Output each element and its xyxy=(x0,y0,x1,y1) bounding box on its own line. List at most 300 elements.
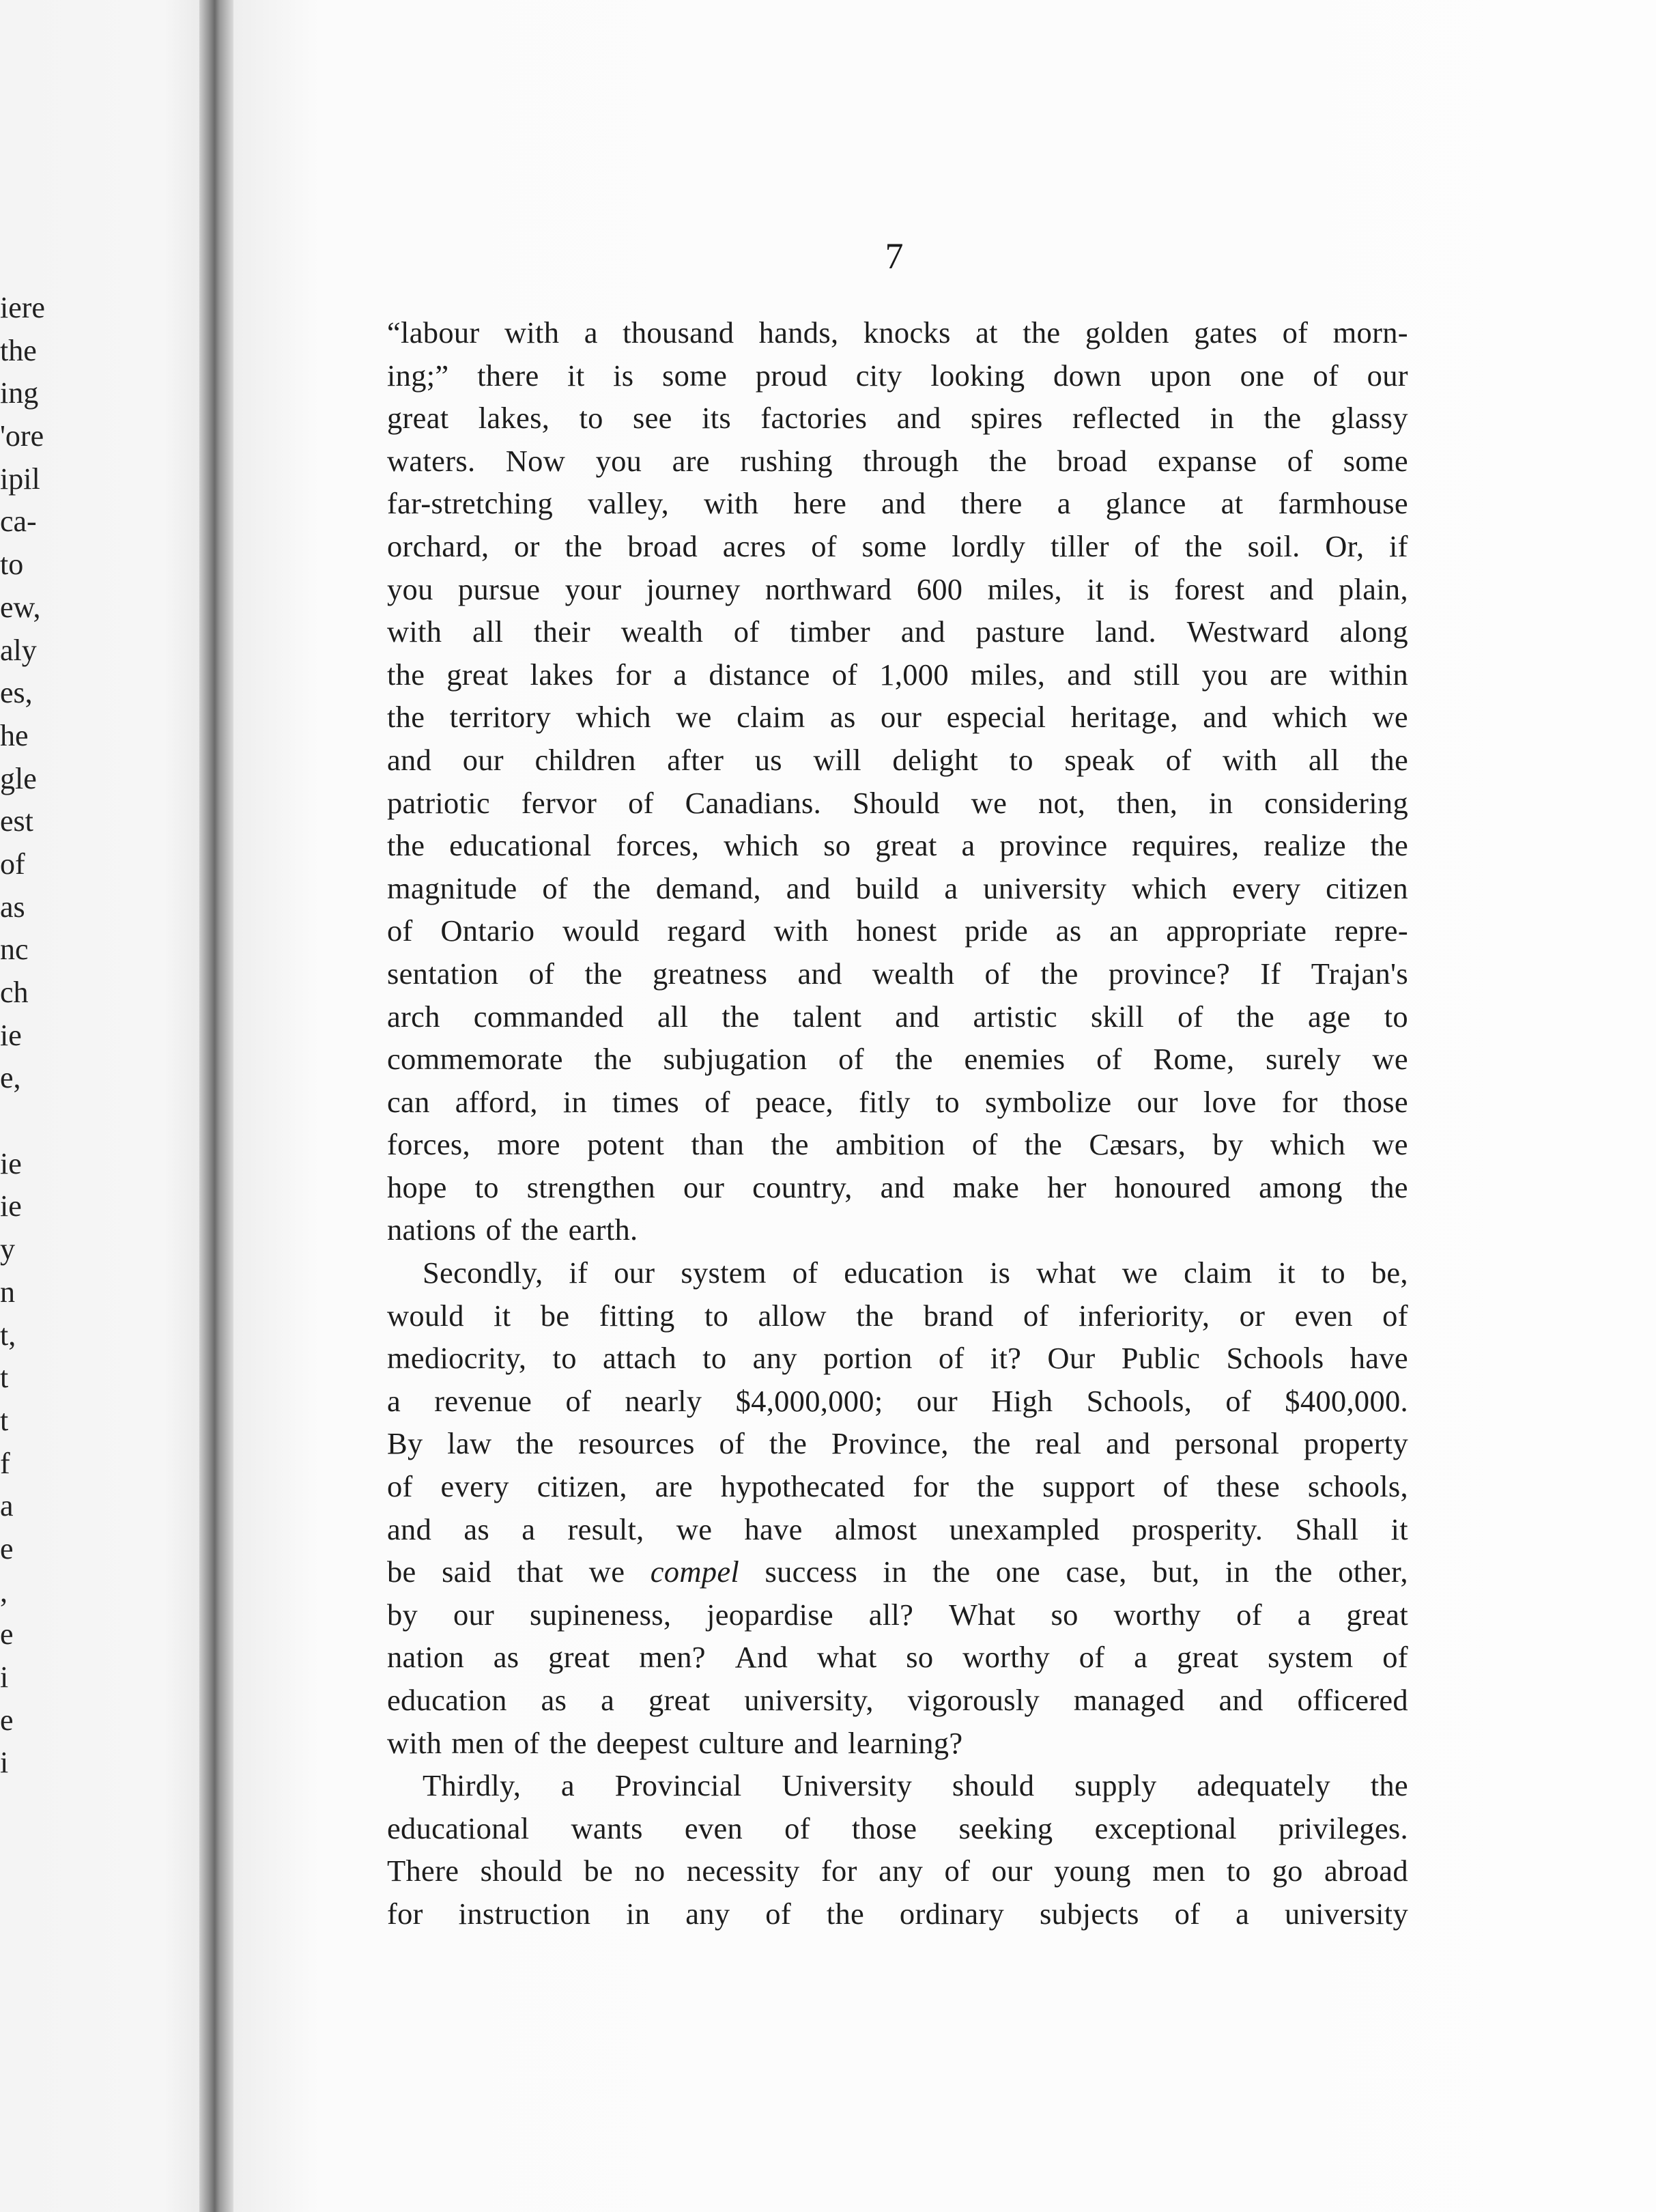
left-page-fragment: e xyxy=(0,1703,14,1737)
word: is xyxy=(613,358,634,393)
word: pursue xyxy=(457,571,541,606)
word: to xyxy=(1384,999,1408,1034)
word: so xyxy=(1051,1597,1079,1632)
word: Shall xyxy=(1295,1512,1359,1546)
word: which xyxy=(575,700,651,735)
word: for xyxy=(387,1896,423,1931)
word: by xyxy=(1212,1127,1244,1162)
word: Now xyxy=(505,443,566,478)
word: claim xyxy=(737,700,805,735)
word: broad xyxy=(1057,443,1128,478)
word: result, xyxy=(567,1512,644,1546)
word: men xyxy=(451,1725,504,1760)
word: the xyxy=(565,528,603,563)
word: vigorously xyxy=(907,1683,1040,1717)
word: the xyxy=(1370,1169,1408,1204)
word: a xyxy=(1236,1896,1250,1931)
word: and xyxy=(880,1169,925,1204)
word: we xyxy=(1372,700,1408,735)
text-line xyxy=(387,1807,1408,1850)
left-page-fragment: ie xyxy=(0,1189,22,1223)
word: your xyxy=(565,571,622,606)
word: pasture xyxy=(975,614,1066,649)
word: in xyxy=(1209,785,1233,820)
word: land. xyxy=(1095,614,1156,649)
word: especial xyxy=(946,700,1046,735)
word: abroad xyxy=(1324,1854,1408,1888)
word: the xyxy=(521,1213,559,1247)
word: wealth xyxy=(620,614,704,649)
word: it xyxy=(567,358,585,393)
word: should xyxy=(952,1768,1035,1803)
left-page-fragment: i xyxy=(0,1660,9,1694)
word: Westward xyxy=(1186,614,1309,649)
word: our xyxy=(683,1169,725,1204)
word: no xyxy=(634,1854,666,1888)
word: supply xyxy=(1074,1768,1157,1803)
word: it xyxy=(1278,1256,1296,1290)
word: every xyxy=(440,1469,509,1504)
word: to xyxy=(474,1169,499,1204)
text-line xyxy=(387,1038,1408,1081)
word: Ontario xyxy=(440,913,535,948)
word: of xyxy=(838,1042,864,1077)
word: with xyxy=(387,614,442,649)
word: in xyxy=(883,1555,907,1589)
word: of xyxy=(765,1896,791,1931)
word: we xyxy=(1372,1042,1408,1077)
word: go xyxy=(1272,1854,1303,1888)
word: an xyxy=(1109,913,1139,948)
word: for xyxy=(820,1854,857,1888)
word: Should xyxy=(852,785,940,820)
word: or xyxy=(514,528,540,563)
page-number: 7 xyxy=(885,236,904,276)
word: soil. xyxy=(1247,528,1300,563)
word: potent xyxy=(587,1127,665,1162)
word: claim xyxy=(1184,1256,1253,1290)
word: upon xyxy=(1150,358,1212,393)
word: of xyxy=(1096,1042,1122,1077)
text-line xyxy=(387,311,1408,354)
word: it xyxy=(1390,1512,1408,1546)
word: learning? xyxy=(848,1725,963,1760)
left-page-fragment: a xyxy=(0,1489,14,1523)
word: patriotic xyxy=(387,785,490,820)
word: privileges. xyxy=(1279,1811,1408,1845)
left-page-fragment: ipil xyxy=(0,462,40,496)
word: of xyxy=(565,1383,592,1418)
word: success xyxy=(765,1555,858,1589)
word: magnitude xyxy=(387,870,517,905)
word: said xyxy=(442,1555,491,1589)
left-page-fragment: as xyxy=(0,890,25,924)
word: What xyxy=(949,1597,1016,1632)
word: the xyxy=(516,1426,554,1461)
word: delight xyxy=(892,742,979,777)
word: morn- xyxy=(1332,315,1408,350)
word: timber xyxy=(790,614,871,649)
word: Schools xyxy=(1226,1341,1324,1376)
word: demand, xyxy=(655,870,761,905)
word: see xyxy=(633,401,672,436)
word: of xyxy=(1177,999,1203,1034)
word: rushing xyxy=(740,443,833,478)
word: so xyxy=(823,828,851,863)
word: you xyxy=(1201,657,1248,692)
word: There xyxy=(387,1854,459,1888)
word: $400,000. xyxy=(1285,1383,1408,1418)
word: the xyxy=(387,657,425,692)
word: farmhouse xyxy=(1278,486,1408,521)
word: which xyxy=(724,828,799,863)
word: worthy xyxy=(962,1640,1051,1675)
word: glassy xyxy=(1330,401,1408,436)
word: acres xyxy=(722,528,786,563)
left-page-fragment: the xyxy=(0,333,37,367)
word: of xyxy=(1174,1896,1201,1931)
word: Secondly, xyxy=(423,1256,543,1290)
left-page-fragment: to xyxy=(0,548,24,582)
word: of xyxy=(1382,1640,1408,1675)
word: “labour xyxy=(387,315,480,350)
word: educational xyxy=(387,1811,530,1845)
word: ing;” xyxy=(387,358,449,393)
word: all xyxy=(1308,742,1340,777)
word: fitly xyxy=(858,1084,911,1119)
word: surely xyxy=(1266,1042,1341,1077)
word: adequately xyxy=(1197,1768,1330,1803)
word: nation xyxy=(387,1640,465,1675)
word: brand xyxy=(923,1298,994,1333)
word: we xyxy=(971,785,1008,820)
word: commanded xyxy=(473,999,624,1034)
word: golden xyxy=(1085,315,1169,350)
word: and xyxy=(1203,700,1248,735)
word: of xyxy=(938,1341,965,1376)
word: the xyxy=(1040,956,1079,991)
word: repre- xyxy=(1334,913,1408,948)
word: these xyxy=(1216,1469,1281,1504)
word: wants xyxy=(571,1811,643,1845)
word: the xyxy=(584,956,623,991)
word: as xyxy=(463,1512,490,1546)
word: lakes, xyxy=(478,401,550,436)
word: there xyxy=(960,486,1023,521)
word: love xyxy=(1203,1084,1257,1119)
word: university, xyxy=(744,1683,874,1717)
word: as xyxy=(829,700,856,735)
word: in xyxy=(1225,1555,1250,1589)
word: artistic xyxy=(973,999,1057,1034)
word: which xyxy=(1270,1127,1346,1162)
word: the xyxy=(594,1042,632,1077)
word: men? xyxy=(639,1640,706,1675)
word: of xyxy=(811,528,837,563)
word: worthy xyxy=(1113,1597,1201,1632)
word: in xyxy=(562,1084,588,1119)
word: than xyxy=(691,1127,745,1162)
word: a xyxy=(1057,486,1071,521)
word: glance xyxy=(1105,486,1186,521)
word: then, xyxy=(1116,785,1178,820)
word: compel xyxy=(650,1555,740,1589)
word: one xyxy=(1240,358,1285,393)
text-line xyxy=(387,568,1408,611)
word: broad xyxy=(627,528,698,563)
word: if xyxy=(1389,528,1408,563)
word: at xyxy=(975,315,998,350)
word: in xyxy=(626,1896,651,1931)
word: some xyxy=(861,528,927,563)
word: the xyxy=(1370,828,1408,863)
word: pride xyxy=(965,913,1029,948)
word: of xyxy=(792,1256,818,1290)
word: Or, xyxy=(1325,528,1365,563)
left-page-fragment: e xyxy=(0,1531,14,1565)
text-line xyxy=(387,1722,1408,1765)
word: still xyxy=(1133,657,1180,692)
word: with xyxy=(387,1725,442,1760)
word: considering xyxy=(1264,785,1408,820)
word: and xyxy=(1218,1683,1264,1717)
left-page-fragment: t xyxy=(0,1403,9,1437)
word: tiller xyxy=(1051,528,1109,563)
word: officered xyxy=(1297,1683,1408,1717)
word: far-stretching xyxy=(387,486,553,521)
word: which xyxy=(1132,870,1208,905)
word: and xyxy=(387,1512,432,1546)
word: instruction xyxy=(458,1896,591,1931)
word: miles, xyxy=(987,571,1062,606)
left-page-fragment: of xyxy=(0,847,25,881)
word: times xyxy=(612,1084,680,1119)
word: great xyxy=(446,657,509,692)
word: with xyxy=(773,913,829,948)
text-line xyxy=(387,440,1408,483)
word: miles, xyxy=(970,657,1046,692)
word: and xyxy=(387,742,432,777)
word: province? xyxy=(1108,956,1230,991)
word: our xyxy=(614,1256,655,1290)
word: spires xyxy=(971,401,1043,436)
word: Rome, xyxy=(1153,1042,1235,1077)
text-line xyxy=(387,653,1408,696)
word: great xyxy=(387,401,449,436)
word: of xyxy=(1079,1640,1105,1675)
word: us xyxy=(754,742,782,777)
text-line xyxy=(387,739,1408,782)
word: one xyxy=(995,1555,1041,1589)
word: a xyxy=(584,315,598,350)
text-line xyxy=(387,1465,1408,1508)
word: waters. xyxy=(387,443,476,478)
word: and xyxy=(900,614,945,649)
left-page-fragment: he xyxy=(0,718,29,752)
text-line xyxy=(387,1764,1408,1807)
word: that xyxy=(517,1555,564,1589)
word: gates xyxy=(1194,315,1258,350)
left-page-fragment: ie xyxy=(0,1146,22,1180)
left-facing-page xyxy=(0,0,205,2212)
text-line xyxy=(387,482,1408,525)
word: the xyxy=(1184,528,1223,563)
word: symbolize xyxy=(984,1084,1112,1119)
word: as xyxy=(1055,913,1082,948)
word: and xyxy=(786,870,831,905)
left-page-fragment: iere xyxy=(0,291,45,324)
word: of xyxy=(1162,1469,1189,1504)
word: unexampled xyxy=(949,1512,1100,1546)
word: of xyxy=(542,870,568,905)
word: not, xyxy=(1038,785,1086,820)
word: citizen xyxy=(1326,870,1408,905)
word: hypothecated xyxy=(720,1469,885,1504)
word: honoured xyxy=(1114,1169,1231,1204)
word: her xyxy=(1047,1169,1087,1204)
word: all xyxy=(472,614,504,649)
word: almost xyxy=(834,1512,917,1546)
word: other, xyxy=(1338,1555,1408,1589)
word: to xyxy=(579,401,603,436)
left-page-fragment: e, xyxy=(0,1061,21,1095)
left-page-fragment: n xyxy=(0,1275,15,1309)
word: it xyxy=(1087,571,1104,606)
word: arch xyxy=(387,999,440,1034)
word: nations xyxy=(387,1213,476,1247)
word: And xyxy=(734,1640,788,1675)
word: those xyxy=(851,1811,917,1845)
word: appropriate xyxy=(1166,913,1307,948)
word: personal xyxy=(1174,1426,1280,1461)
word: of xyxy=(1134,528,1160,563)
word: of xyxy=(784,1811,810,1845)
word: some xyxy=(662,358,728,393)
left-page-fragment: f xyxy=(0,1446,10,1480)
word: university xyxy=(1285,1896,1408,1931)
word: subjects xyxy=(1039,1896,1139,1931)
word: Thirdly, xyxy=(423,1768,522,1803)
word: speak xyxy=(1064,742,1135,777)
word: country, xyxy=(752,1169,853,1204)
word: of xyxy=(1287,443,1313,478)
text-line xyxy=(387,696,1408,739)
left-page-fragment: y xyxy=(0,1232,15,1266)
word: 1,000 xyxy=(879,657,949,692)
word: and xyxy=(881,486,926,521)
word: its xyxy=(702,401,732,436)
left-page-fragment: ing xyxy=(0,376,39,410)
word: for xyxy=(913,1469,950,1504)
word: lakes xyxy=(530,657,594,692)
text-line xyxy=(387,995,1408,1038)
word: If xyxy=(1260,956,1281,991)
word: necessity xyxy=(686,1854,800,1888)
word: and xyxy=(895,999,940,1034)
left-page-fragment: t, xyxy=(0,1318,16,1352)
word: we xyxy=(676,1512,713,1546)
word: a xyxy=(1297,1597,1311,1632)
word: afford, xyxy=(455,1084,538,1119)
word: all xyxy=(657,999,689,1034)
word: our xyxy=(1367,358,1408,393)
text-line xyxy=(387,397,1408,440)
word: citizen, xyxy=(537,1469,627,1504)
word: if xyxy=(569,1256,588,1290)
text-line xyxy=(387,867,1408,910)
word: is xyxy=(989,1256,1011,1290)
word: exceptional xyxy=(1094,1811,1237,1845)
word: and xyxy=(1106,1426,1151,1461)
word: a xyxy=(944,870,958,905)
word: we xyxy=(676,700,712,735)
word: by xyxy=(387,1597,418,1632)
word: make xyxy=(952,1169,1020,1204)
word: a xyxy=(1134,1640,1148,1675)
left-page-fragment: ie xyxy=(0,1018,22,1052)
word: education xyxy=(844,1256,964,1290)
text-line xyxy=(387,1508,1408,1551)
word: any xyxy=(879,1854,924,1888)
word: Province, xyxy=(831,1426,949,1461)
word: are xyxy=(672,443,710,478)
word: valley, xyxy=(587,486,670,521)
text-line xyxy=(387,1892,1408,1936)
word: children xyxy=(534,742,636,777)
word: the xyxy=(973,1426,1011,1461)
word: factories xyxy=(760,401,868,436)
word: within xyxy=(1329,657,1408,692)
word: plain, xyxy=(1339,571,1408,606)
word: deepest xyxy=(596,1725,689,1760)
word: of xyxy=(1313,358,1339,393)
word: Trajan's xyxy=(1311,956,1408,991)
text-line xyxy=(387,1550,1408,1593)
word: the xyxy=(549,1725,587,1760)
word: it? xyxy=(990,1341,1022,1376)
word: managed xyxy=(1073,1683,1185,1717)
word: attach xyxy=(602,1341,676,1376)
word: real xyxy=(1035,1426,1082,1461)
word: with xyxy=(1222,742,1278,777)
word: great xyxy=(875,828,937,863)
word: a xyxy=(601,1683,615,1717)
word: the xyxy=(932,1555,971,1589)
word: great xyxy=(1346,1597,1408,1632)
word: of xyxy=(387,913,413,948)
word: build xyxy=(855,870,919,905)
word: seeking xyxy=(958,1811,1053,1845)
left-page-fragment: e xyxy=(0,1617,14,1651)
text-line xyxy=(387,824,1408,867)
word: knocks xyxy=(863,315,951,350)
word: nearly xyxy=(625,1383,702,1418)
word: Cæsars, xyxy=(1089,1127,1186,1162)
word: our xyxy=(453,1597,495,1632)
word: enemies xyxy=(964,1042,1066,1077)
left-page-fragment: ew, xyxy=(0,590,41,624)
text-line xyxy=(387,1636,1408,1679)
word: the xyxy=(989,443,1027,478)
word: schools, xyxy=(1307,1469,1408,1504)
word: of xyxy=(1382,1298,1408,1333)
word: it xyxy=(494,1298,511,1333)
left-page-fragment: nc xyxy=(0,933,29,967)
word: a xyxy=(961,828,975,863)
word: a xyxy=(522,1512,536,1546)
word: of xyxy=(831,657,858,692)
word: educational xyxy=(449,828,592,863)
